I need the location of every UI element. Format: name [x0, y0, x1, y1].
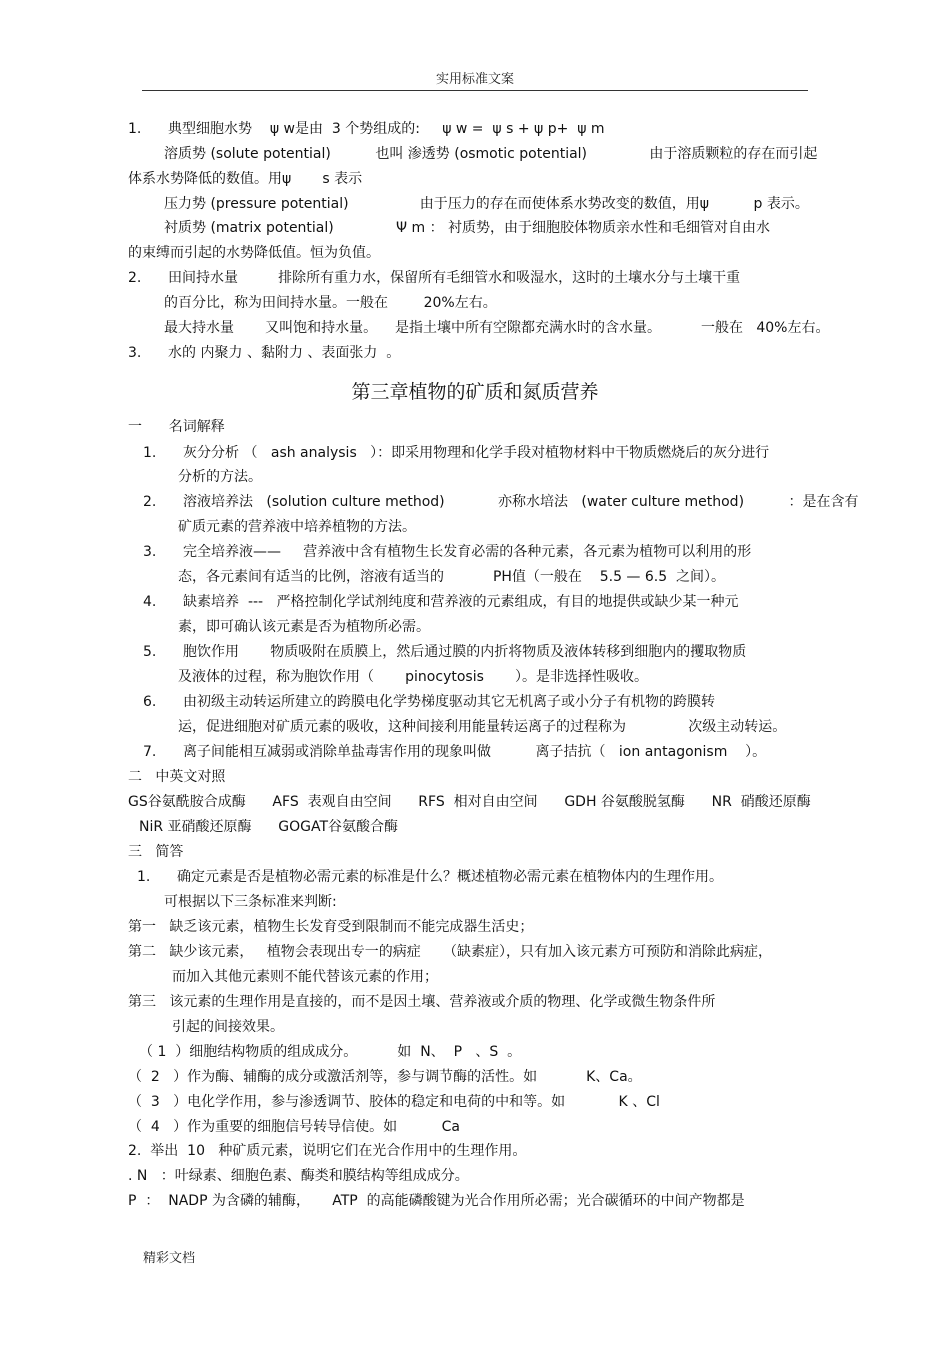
page-footer: 精彩文档	[143, 1251, 196, 1266]
text-line: 分析的方法。	[178, 469, 262, 485]
text-line: 的百分比，称为田间持水量。一般在 20%左右。	[164, 295, 497, 311]
text-line: 第三 该元素的生理作用是直接的，而不是因土壤、营养液或介质的物理、化学或微生物条件所	[128, 994, 716, 1010]
text-line: 矿质元素的营养液中培养植物的方法。	[178, 519, 416, 535]
text-line: 态，各元素间有适当的比例，溶液有适当的 PH值（一般在 5.5 — 6.5 之间）。	[178, 569, 726, 585]
section-heading: 二 中英文对照	[128, 769, 226, 785]
section-heading: 一 名词解释	[128, 419, 225, 435]
text-line: . N ：叶绿素、细胞色素、酶类和膜结构等组成成分。	[128, 1168, 469, 1184]
text-line: 运，促进细胞对矿质元素的吸收，这种间接利用能量转运离子的过程称为 次级主动转运。	[178, 719, 787, 735]
text-line: 第二 缺少该元素， 植物会表现出专一的病症 （缺素症），只有加入该元素方可预防和消除此病症，	[128, 944, 772, 960]
text-line: （ 2 ）作为酶、辅酶的成分或激活剂等，参与调节酶的活性。如 K、Ca。	[128, 1069, 642, 1085]
text-line: 3. 完全培养液—— 营养液中含有植物生长发育必需的各种元素，各元素为植物可以利用的形	[143, 544, 752, 560]
text-line: 3. 水的 内聚力 、黏附力 、表面张力 。	[128, 345, 401, 361]
text-line: 及液体的过程，称为胞饮作用（ pinocytosis ）。是非选择性吸收。	[178, 669, 649, 685]
chapter-title: 第三章植物的矿质和氮质营养	[351, 381, 599, 403]
text-line: （ 1 ）细胞结构物质的组成成分。 如 N、 P 、S 。	[139, 1044, 522, 1060]
text-line: P ： NADP 为含磷的辅酶， ATP 的高能磷酸键为光合作用所必需；光合碳循环的中间产物都是	[128, 1193, 745, 1209]
page-header: 实用标准文案	[435, 72, 514, 87]
header-rule	[142, 90, 808, 91]
text-line: 衬质势 (matrix potential) Ψ m ： 衬质势，由于细胞胶体物质亲水性和毛细管对自由水	[164, 220, 771, 236]
text-line: 素，即可确认该元素是否为植物所必需。	[178, 619, 430, 635]
text-line: 压力势 (pressure potential) 由于压力的存在而使体系水势改变的数值，用ψ p 表示。	[164, 196, 809, 212]
text-line: 1. 灰分分析 （ ash analysis ）：即采用物理和化学手段对植物材料中干物质燃烧后的灰分进行	[143, 445, 770, 461]
text-line: （ 3 ）电化学作用，参与渗透调节、胶体的稳定和电荷的中和等。如 K 、Cl	[128, 1094, 660, 1110]
text-line: 2. 举出 10 种矿质元素，说明它们在光合作用中的生理作用。	[128, 1143, 527, 1159]
text-line: 7. 离子间能相互减弱或消除单盐毒害作用的现象叫做 离子拮抗（ ion antagonism ）。	[143, 744, 767, 760]
text-line: NiR 亚硝酸还原酶 GOGAT谷氨酸合酶	[139, 819, 398, 835]
text-line: 第一 缺乏该元素，植物生长发育受到限制而不能完成器生活史；	[128, 919, 534, 935]
section-heading: 三 简答	[128, 844, 184, 860]
text-line: GS谷氨酰胺合成酶 AFS 表观自由空间 RFS 相对自由空间 GDH 谷氨酸脱氢酶 NR 硝酸还原酶	[128, 794, 811, 810]
text-line: 2. 田间持水量 排除所有重力水，保留所有毛细管水和吸湿水，这时的土壤水分与土壤干重	[128, 270, 741, 286]
text-line: （ 4 ）作为重要的细胞信号转导信使。如 Ca	[128, 1119, 461, 1135]
text-line: 而加入其他元素则不能代替该元素的作用；	[172, 969, 438, 985]
text-line: 6. 由初级主动转运所建立的跨膜电化学势梯度驱动其它无机离子或小分子有机物的跨膜转	[143, 694, 716, 710]
text-line: 体系水势降低的数值。用ψ s 表示	[128, 171, 363, 187]
text-line: 1. 典型细胞水势 ψ w是由 3 个势组成的: ψ w = ψ s + ψ p+ ψ m	[128, 121, 605, 137]
text-line: 引起的间接效果。	[172, 1019, 284, 1035]
text-line: 4. 缺素培养 --- 严格控制化学试剂纯度和营养液的元素组成，有目的地提供或缺少某一种元	[143, 594, 739, 610]
text-line: 最大持水量 又叫饱和持水量。 是指土壤中所有空隙都充满水时的含水量。 一般在 40%左右。	[164, 320, 830, 336]
text-line: 的束缚而引起的水势降低值。恒为负值。	[128, 245, 380, 261]
text-line: 1. 确定元素是否是植物必需元素的标准是什么？概述植物必需元素在植物体内的生理作用。	[137, 869, 724, 885]
text-line: 2. 溶液培养法 (solution culture method) 亦称水培法 (water culture method) ：是在含有	[143, 494, 859, 510]
text-line: 溶质势 (solute potential) 也叫 渗透势 (osmotic potential) 由于溶质颗粒的存在而引起	[164, 146, 818, 162]
text-line: 可根据以下三条标准来判断:	[164, 894, 337, 910]
text-line: 5. 胞饮作用 物质吸附在质膜上，然后通过膜的内折将物质及液体转移到细胞内的攫取物质	[143, 644, 747, 660]
